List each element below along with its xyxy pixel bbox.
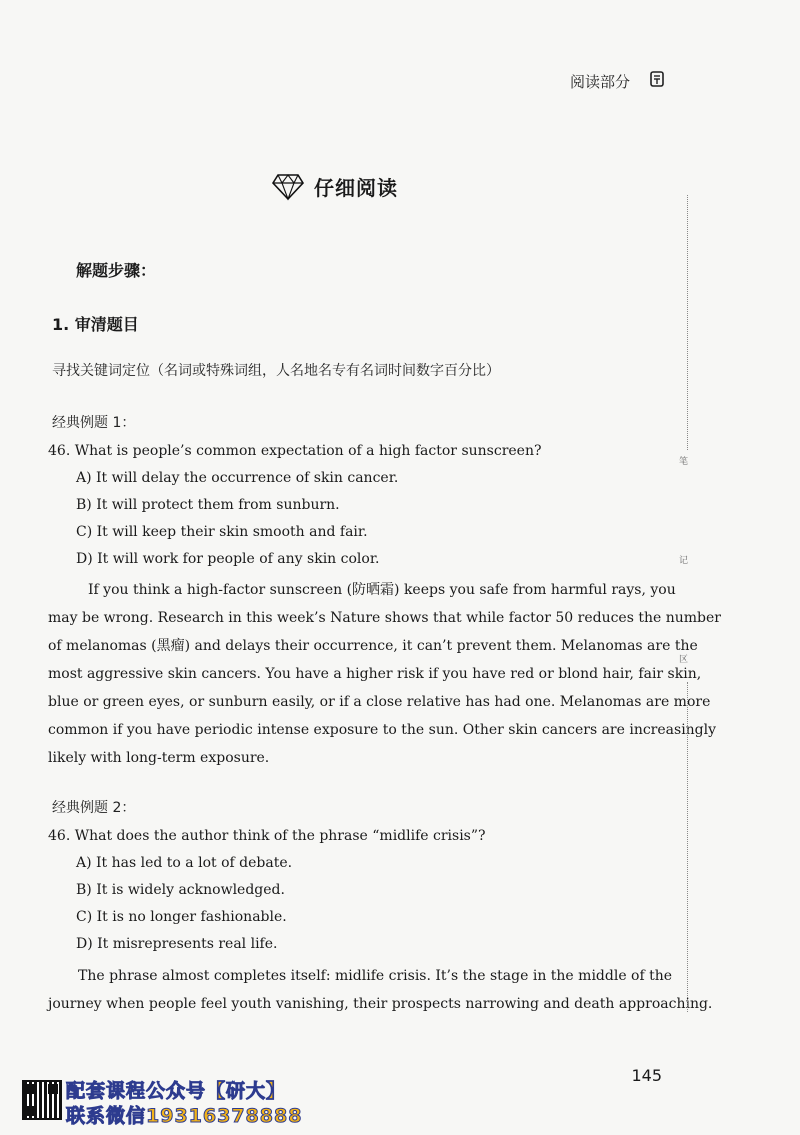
steps-heading: 解题步骤： [76, 261, 157, 280]
example2-passage-line: The phrase almost completes itself: midlife crisis. It’s the stage in the middle of the [78, 968, 673, 984]
step1-description: 寻找关键词定位（名词或特殊词组，人名地名专有名词时间数字百分比） [52, 363, 500, 379]
diamond-icon [272, 173, 304, 201]
example1-passage-line: If you think a high-factor sunscreen (防晒霜) keeps you safe from harmful rays, you [88, 582, 676, 598]
example2-option-d: D) It misrepresents real life. [76, 936, 278, 952]
example1-option-b: B) It will protect them from sunburn. [76, 497, 340, 513]
book-icon [648, 70, 666, 88]
example2-passage-line: journey when people feel youth vanishing, their prospects narrowing and death approaching. [48, 996, 713, 1012]
notes-margin-line [687, 682, 688, 1012]
running-header: 阅读部分 [569, 73, 630, 91]
step1-heading: 1. 审清题目 [52, 315, 139, 334]
example1-option-c: C) It will keep their skin smooth and fair. [76, 524, 368, 540]
section-title: 仔细阅读 [314, 176, 398, 200]
notes-margin-line [687, 195, 688, 450]
promo-line-2: 联系微信19316378888 [66, 1105, 303, 1127]
side-note-char: 笔 [679, 457, 689, 467]
example2-option-a: A) It has led to a lot of debate. [76, 855, 293, 871]
example1-passage [48, 576, 721, 772]
example2-option-b: B) It is widely acknowledged. [76, 882, 285, 898]
section-title-block [272, 172, 398, 201]
example1-passage-line: most aggressive skin cancers. You have a higher risk if you have red or blond hair, fair skin, [48, 666, 702, 682]
side-note-char: 记 [679, 556, 689, 566]
side-note-char: 区 [679, 655, 689, 665]
example2-question: 46. What does the author think of the phrase “midlife crisis”? [48, 828, 486, 844]
example1-label: 经典例题 1： [52, 415, 136, 431]
promo-line-1: 配套课程公众号【研大】 [66, 1080, 287, 1102]
qr-code [22, 1080, 62, 1120]
example1-option-a: A) It will delay the occurrence of skin cancer. [76, 470, 399, 486]
example2-option-c: C) It is no longer fashionable. [76, 909, 287, 925]
page-number: 145 [631, 1066, 662, 1085]
example1-passage-line: likely with long-term exposure. [48, 750, 270, 766]
example1-passage-line: may be wrong. Research in this week’s Nature shows that while factor 50 reduces the number [48, 610, 721, 626]
example1-option-d: D) It will work for people of any skin color. [76, 551, 380, 567]
example1-question: 46. What is people’s common expectation of a high factor sunscreen? [48, 443, 542, 459]
example2-label: 经典例题 2： [52, 800, 136, 816]
example1-passage-line: common if you have periodic intense exposure to the sun. Other skin cancers are increasingly [48, 722, 717, 738]
example1-passage-line: of melanomas (黑瘤) and delays their occurrence, it can’t prevent them. Melanomas are the [48, 638, 698, 654]
example2-passage [48, 962, 713, 1018]
example1-passage-line: blue or green eyes, or sunburn easily, or if a close relative has had one. Melanomas are more [48, 694, 711, 710]
